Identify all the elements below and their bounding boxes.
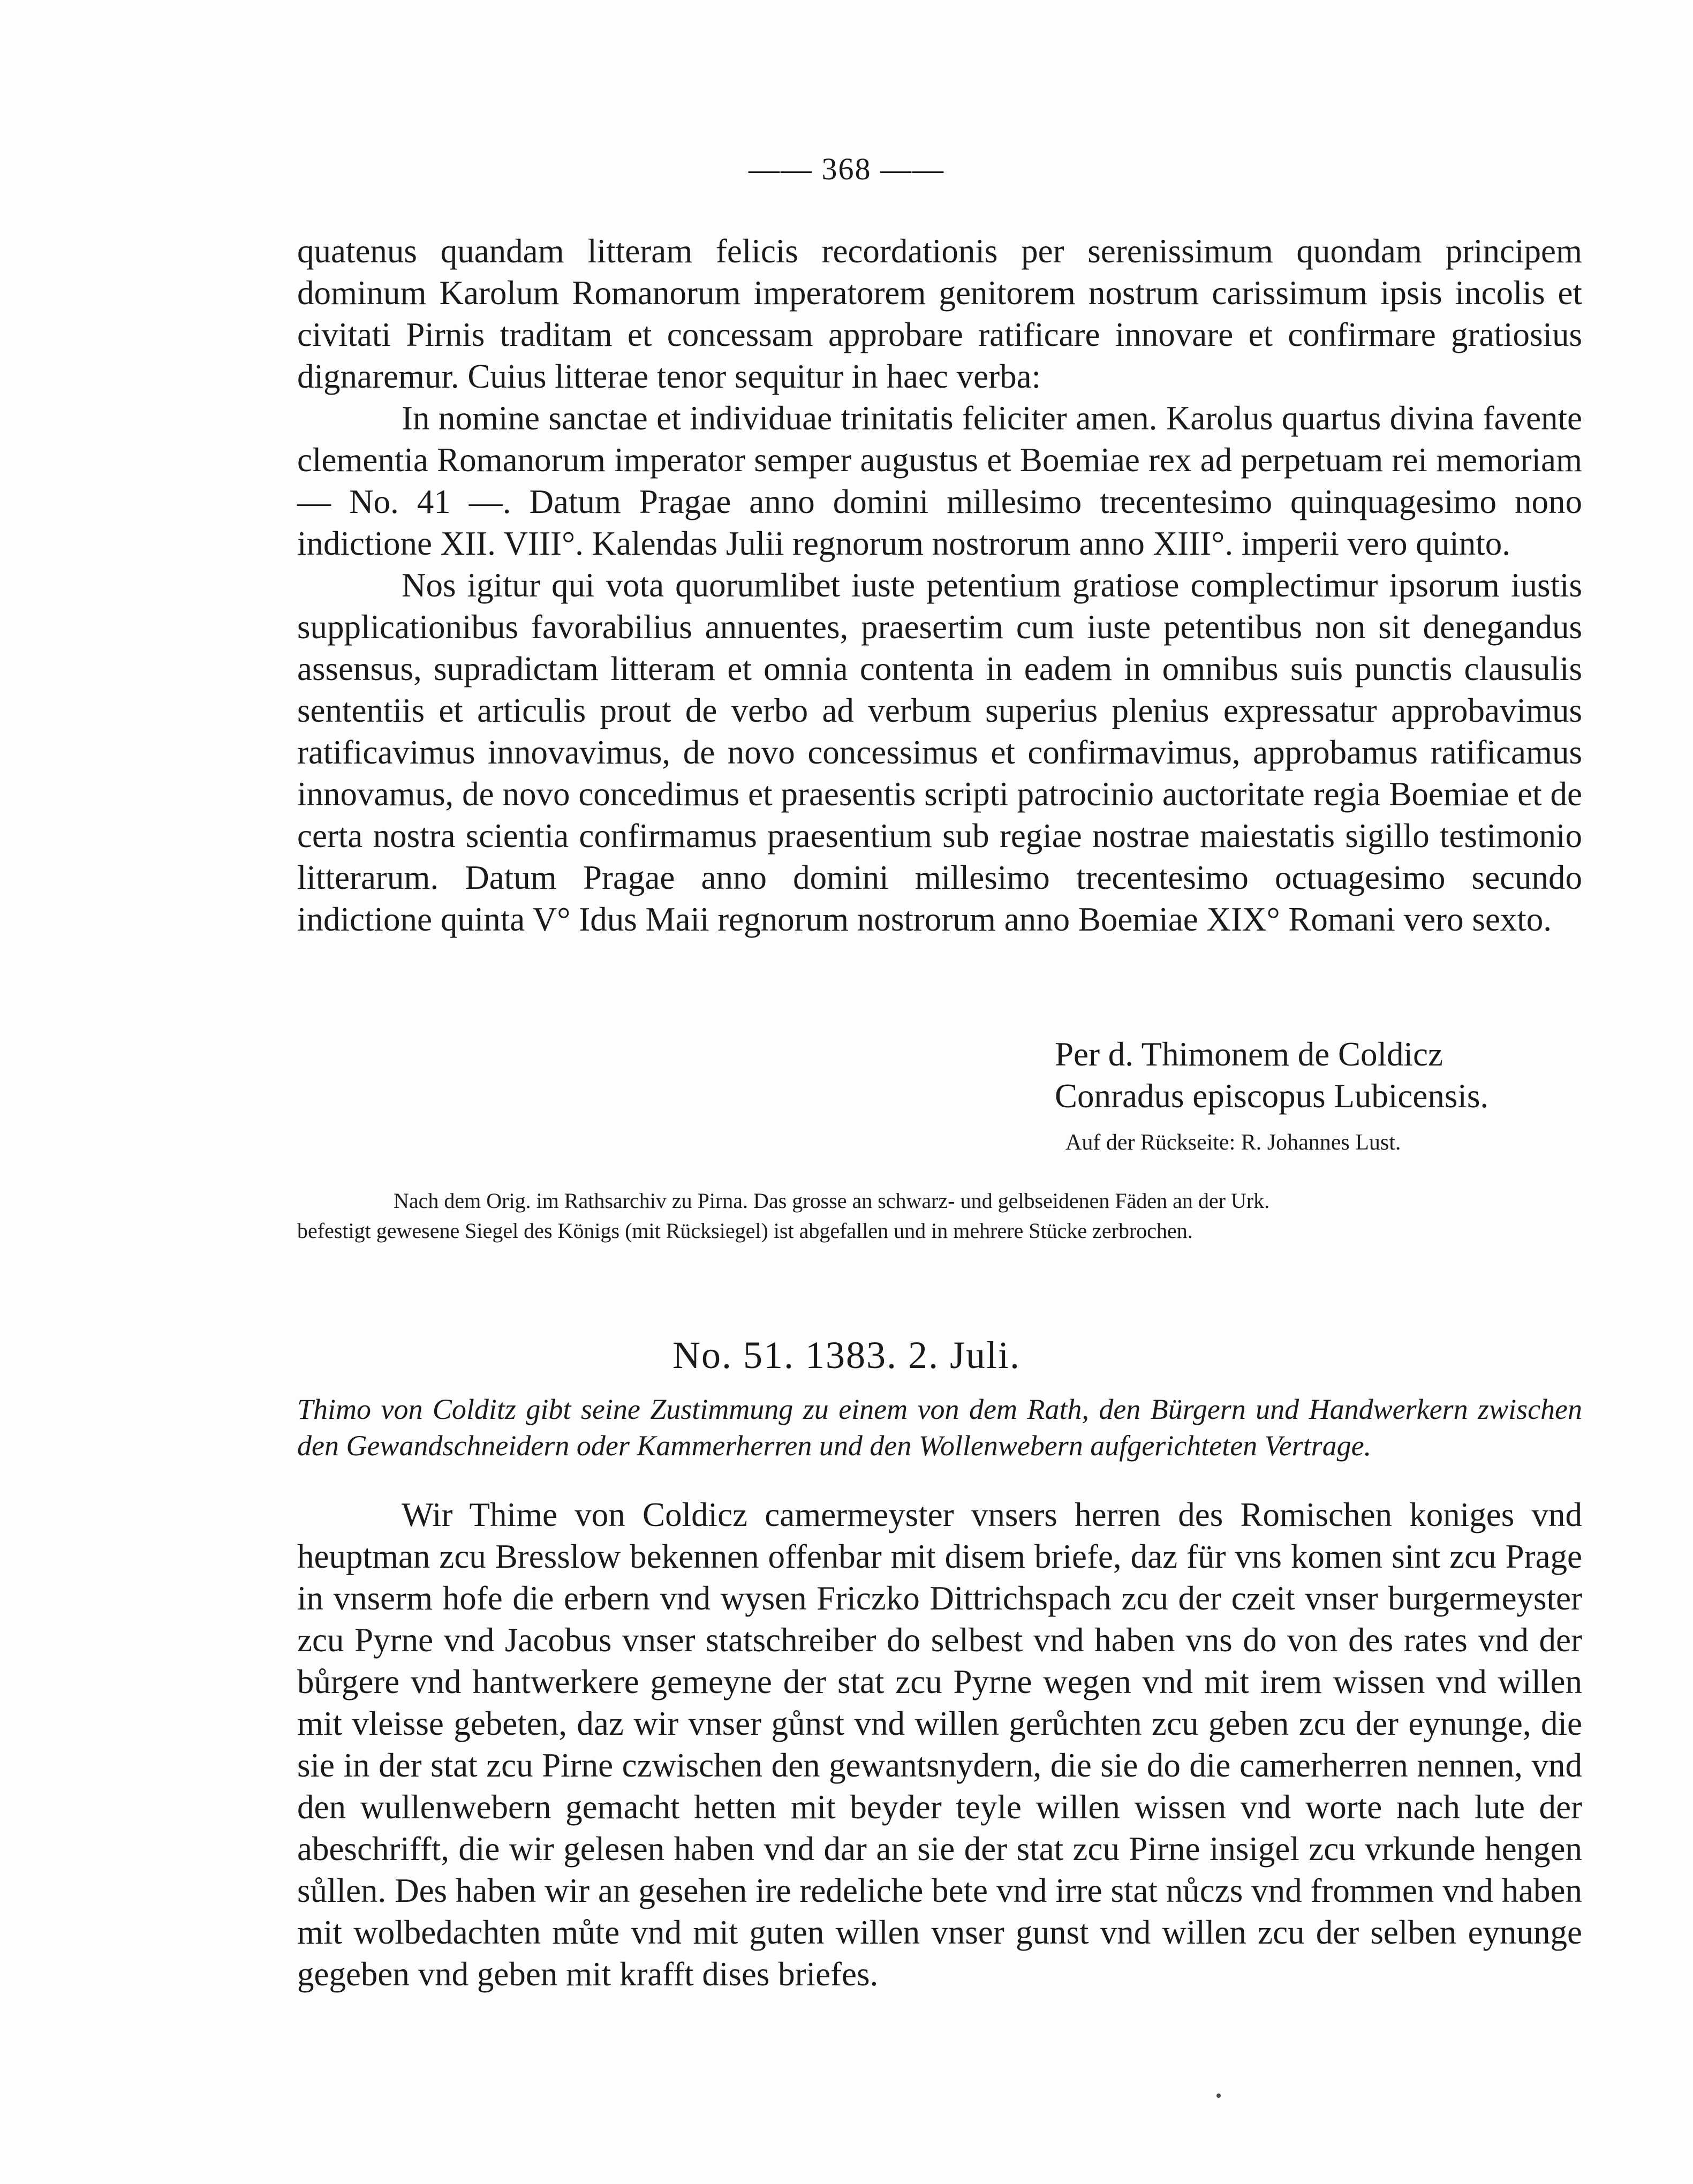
signature-line-2: Conradus episcopus Lubicensis. [1055, 1077, 1489, 1115]
paragraph-confirmation: Nos igitur qui vota quorumlibet iuste petentium gratiose complectimur ipsorum iustis supplicationibus favorabilius annuentes, praesertim cum iuste petentibus non sit denegandus assensus, supradictam litteram et omnia contenta in eadem in omnibus suis punctis clausulis sententiis et articulis prout de verbo ad verbum superius plenius expressatur approbavimus ratificavimus innovavimus, de novo concessimus et confirmavimus, approbamus ratificamus innovamus, de novo concedimus et praesentis scripti patrocinio auctoritate regia Boemiae et de certa nostra scientia confirmamus praesentium sub regiae nostrae maiestatis sigillo testimonio litterarum. Datum Pragae anno domini millesimo trecentesimo octuagesimo secundo indictione quinta V° Idus Maii regnorum nostrorum anno Boemiae XIX° Romani vero sexto. [297, 566, 1582, 938]
paragraph-insert: In nomine sanctae et individuae trinitatis feliciter amen. Karolus quartus divina favente clementia Romanorum imperator semper augustus et Boemiae rex ad perpetuam rei memoriam — No. 41 —. Datum Pragae anno domini millesimo trecentesimo quinquagesimo nono indictione XII. VIII°. Kalendas Julii regnorum nostrorum anno XIII°. imperii vero quinto. [297, 399, 1582, 562]
document-heading: No. 51. 1383. 2. Juli. [672, 1334, 1021, 1377]
footnote-line-2: befestigt gewesene Siegel des Königs (mit Rücksiegel) ist abgefallen und in mehrere Stücke zerbrochen. [297, 1219, 1193, 1243]
document-summary: Thimo von Colditz gibt seine Zustimmung zu einem von dem Rath, den Bürgern und Handwerkern zwischen den Gewandschneidern oder Kammerherren und den Wollenwebern aufgerichteten Vertrage. [297, 1393, 1582, 1462]
charter-block [297, 1494, 1582, 1995]
page-number: —— 368 —— [749, 152, 944, 186]
upper-text [297, 230, 1582, 940]
paragraph-intro: quatenus quandam litteram felicis recordationis per serenissimum quondam principem dominum Karolum Romanorum imperatorem genitorem nostrum carissimum ipsis incolis et civitati Pirnis traditam et concessam approbare ratificare innovare et confirmare gratiosius dignaremur. Cuius litterae tenor sequitur in haec verba: [297, 232, 1582, 395]
ink-speck [1216, 2094, 1221, 2098]
charter-text: Wir Thime von Coldicz camermeyster vnsers herren des Romischen koniges vnd heuptman zcu Bresslow bekennen offenbar mit disem briefe, daz für vns komen sint zcu Prage in vnserm hofe die erbern vnd wysen Friczko Dittrichspach zcu der czeit vnser burgermeyster zcu Pyrne vnd Jacobus vnser statschreiber do selbest vnd haben vns do von des rates vnd der bůrgere vnd hantwerkere gemeyne der stat zcu Pyrne wegen vnd mit irem wissen vnd willen mit vleisse gebeten, daz wir vnser gůnst vnd willen gerůchten zcu geben zcu der eynunge, die sie in der stat zcu Pirne czwischen den gewantsnydern, die sie do die camerherren nennen, vnd den wullenwebern gemacht hetten mit beyder teyle willen wissen vnd worte nach lute der abeschrifft, die wir gelesen haben vnd dar an sie der stat zcu Pirne insigel zcu vrkunde hengen sůllen. Des haben wir an gesehen ire redeliche bete vnd irre stat nůczs vnd frommen vnd haben mit wolbedachten můte vnd mit guten willen vnser gunst vnd willen zcu der selben eynunge gegeben vnd geben mit krafft dises briefes. [297, 1496, 1582, 1993]
footnote [297, 1186, 1582, 1246]
footnote-line-1: Nach dem Orig. im Rathsarchiv zu Pirna. Das grosse an schwarz- und gelbseidenen Fäden an der Urk. [394, 1189, 1270, 1213]
signature-line-1: Per d. Thimonem de Coldicz [1055, 1036, 1443, 1073]
verso-note: Auf der Rückseite: R. Johannes Lust. [1065, 1130, 1401, 1155]
